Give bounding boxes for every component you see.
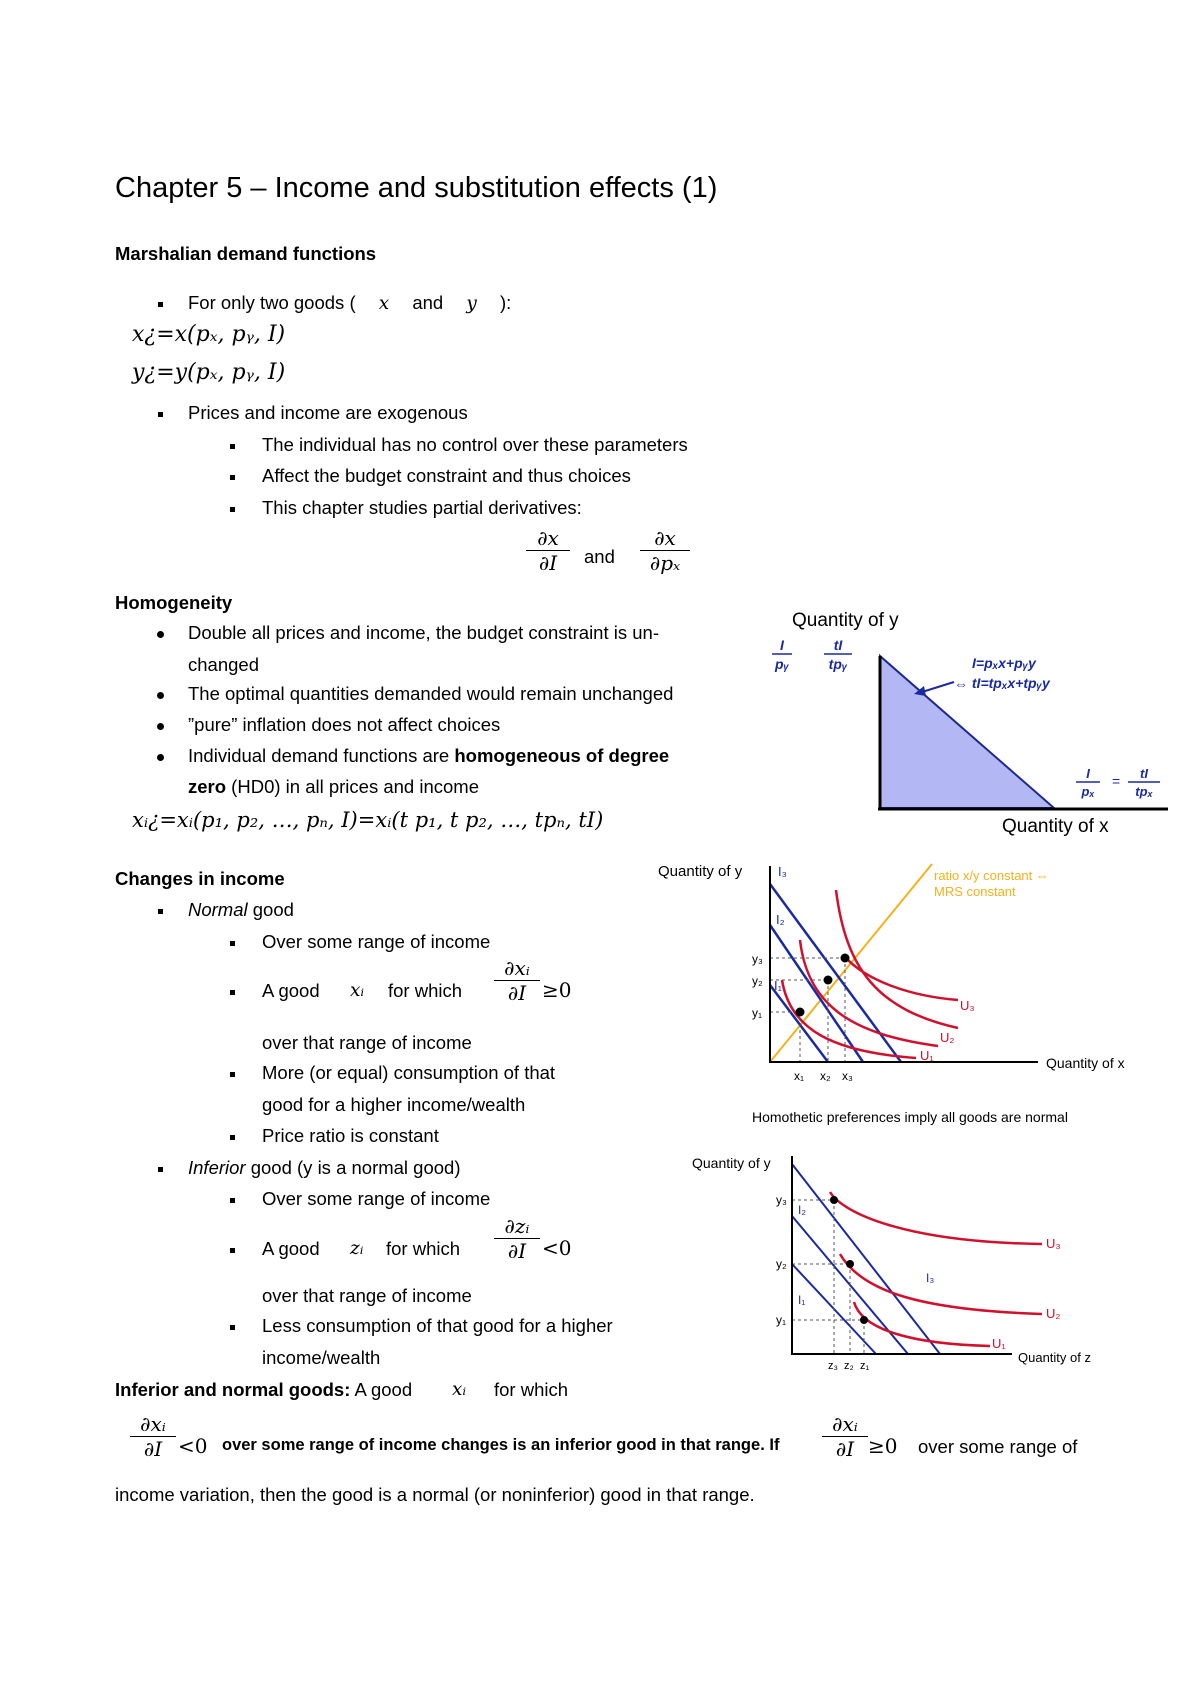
text-changed: changed [188,654,259,675]
fraction-inferior: $\frac{\text{∂xᵢ}}{\partial I}$ [130,1412,176,1461]
fig2-ratio-label1: ratio x/y constant ⇔ [934,868,1049,883]
fig1-ylabel: Quantity of y [792,610,899,631]
fig3-xtick: z₃ [828,1360,838,1372]
fig2-optimum-3 [841,954,850,963]
fig1-ytick-den: pᵧ [775,656,789,672]
fig2-xtick: x₁ [794,1069,805,1083]
bullet [157,631,164,638]
fraction-normal: $\frac{\text{∂xᵢ}}{\partial I}$ [822,1412,868,1461]
text-normal-range: Over some range of income [262,931,491,952]
fig3-budget-label: I₁ [798,1293,806,1307]
figure-budget-constraint [762,606,1172,838]
fig2-optimum-1 [796,1008,805,1017]
text-hd0-b: zero (HD0) in all prices and income [188,776,479,797]
fig2-indiff-curve-3 [836,890,958,1028]
text-optimal-unchanged: The optimal quantities demanded would remain unchanged [188,683,674,704]
equation-homogeneity: xᵢ¿=xᵢ(p₁, p₂, …, pₙ, I)=xᵢ(t p₁, t p₂, …, tpₙ, tI) [132,808,604,832]
text-higher-income: good for a higher income/wealth [262,1094,526,1115]
text-summary-line2: income variation, then the good is a normal (or noninferior) good in that range. [115,1484,755,1505]
fraction-dx-dI: $\frac{\partial x}{\partial I}$ [526,526,570,575]
fig2-ytick: y₃ [752,952,763,966]
var-zi: zᵢ [350,1238,364,1259]
bullet [230,941,235,946]
text-normal-agood: A good [262,980,320,1001]
bullet [230,475,235,480]
fig1-ytick-num: I [780,637,784,653]
bullet [158,412,163,417]
fig1-xtick2-den: tpₓ [1135,784,1153,799]
relation-less-zero: <0 [178,1434,208,1458]
fig2-optimum-2 [824,976,833,985]
bullet [230,1072,235,1077]
text-pure-inflation: ”pure” inflation does not affect choices [188,714,501,735]
fig3-ytick: y₁ [776,1313,787,1327]
heading-marshalian: Marshalian demand functions [115,243,377,264]
fig1-ytick2-num: tI [833,637,843,653]
bullet [230,1325,235,1330]
fig3-xlabel: Quantity of z [1018,1350,1091,1365]
fig2-xtick: x₂ [820,1069,831,1083]
text-double-prices: Double all prices and income, the budget constraint is un- [188,622,659,643]
text-inferior-agood: A good [262,1238,320,1259]
text-exogenous: Prices and income are exogenous [188,402,468,423]
bullet [157,692,164,699]
fig3-curve-label: U₃ [1046,1236,1061,1251]
fig2-caption: Homothetic preferences imply all goods are normal [752,1109,1068,1125]
fig3-optimum-1 [860,1316,868,1324]
text-no-control: The individual has no control over these parameters [262,434,688,455]
fig3-optimum-3 [830,1196,838,1204]
bullet [230,990,235,995]
text-partial-derivatives: This chapter studies partial derivatives: [262,497,582,518]
fig1-xtick-den: pₓ [1081,784,1095,799]
text-inferior-good: Inferior good (y is a normal good) [188,1157,461,1178]
figure-inferior-good [692,1152,1112,1378]
fig3-budget-label: I₃ [926,1271,935,1285]
fig1-budget-eq1: I=pₓx+pᵧy [972,655,1036,671]
bullet [157,723,164,730]
text-over-range: over that range of income [262,1285,472,1306]
text-more-consumption: More (or equal) consumption of that [262,1062,556,1083]
fig1-budget-eq2: ⇔ tI=tpₓx+tpᵧy [954,675,1050,691]
fig1-xtick2-num: tI [1140,766,1148,781]
text-and: and [584,546,615,567]
text-inferior-range: Over some range of income [262,1188,491,1209]
relation-geq-zero: ≥0 [868,1434,898,1458]
text-summary-lead: Inferior and normal goods: A good [115,1379,413,1400]
bullet [230,1135,235,1140]
fig1-xtick-num: I [1086,766,1090,781]
fig2-budget-label: I₁ [774,978,782,993]
fig3-ytick: y₃ [776,1193,787,1207]
text-affect-budget: Affect the budget constraint and thus choices [262,465,631,486]
relation-less-zero: <0 [542,1236,572,1260]
bullet [230,1248,235,1253]
fig3-budget-line-1 [792,1164,940,1354]
var-xi: xᵢ [350,980,365,1001]
bullet [230,507,235,512]
text-for-which: for which [494,1379,569,1400]
fig2-ytick: y₂ [752,974,763,988]
fig2-xtick: x₃ [842,1069,853,1083]
fig3-ytick: y₂ [776,1257,787,1271]
fig1-arrow [922,682,954,692]
fig2-xlabel: Quantity of x [1046,1055,1125,1071]
text-hd0-a: Individual demand functions are homogeneous of degree [188,745,670,766]
fig2-ylabel: Quantity of y [658,863,743,880]
page-title: Chapter 5 – Income and substitution effects (1) [115,172,718,204]
equation-x-demand: x¿=x(pₓ, pᵧ, I) [132,322,286,347]
text-less-consumption: Less consumption of that good for a higher [262,1315,613,1336]
text-two-goods: For only two goods ( x and y ): [188,292,512,314]
fig1-xtick-eq: = [1112,773,1121,789]
text-summary-tail: over some range of [918,1436,1078,1457]
fig3-optimum-2 [846,1260,854,1268]
fig3-curve-label: U₁ [992,1336,1006,1351]
bullet [230,1198,235,1203]
fraction-dxi-dI: $\frac{\text{∂xᵢ}}{\partial I}$ [494,956,540,1005]
fig3-indiff-curve-3 [830,1192,1042,1244]
fig3-ylabel: Quantity of y [692,1155,771,1171]
heading-homogeneity: Homogeneity [115,592,233,613]
bullet [157,754,164,761]
fig1-xlabel: Quantity of x [1002,816,1109,837]
fig3-curve-label: U₂ [1046,1306,1061,1321]
fig3-xtick: z₂ [844,1360,854,1372]
fraction-dx-dpx: $\frac{\partial x}{\text{∂pₓ}}$ [640,526,690,575]
text-over-range: over that range of income [262,1032,472,1053]
text-normal-good: Normal good [188,899,294,920]
heading-changes-income: Changes in income [115,868,285,889]
text-price-ratio: Price ratio is constant [262,1125,439,1146]
fig2-budget-label: I₃ [778,864,787,879]
bullet [158,909,163,914]
var-xi: xᵢ [452,1379,467,1400]
fig2-budget-line-1 [770,884,901,1062]
bullet [158,1167,163,1172]
fig2-ytick: y₁ [752,1006,763,1020]
text-income-wealth: income/wealth [262,1347,381,1368]
fig2-curve-label: U₃ [960,998,975,1013]
fig1-ytick2-den: tpᵧ [828,656,848,672]
fig2-curve-label: U₁ [920,1048,934,1063]
relation-geq-zero: ≥0 [542,978,572,1002]
text-for-which: for which [386,1238,461,1259]
fig2-ratio-label2: MRS constant [934,884,1016,899]
fig2-budget-label: I₂ [776,912,785,927]
equation-y-demand: y¿=y(pₓ, pᵧ, I) [132,360,286,385]
figure-homothetic [658,860,1138,1130]
fig3-xtick: z₁ [860,1360,870,1372]
bullet [230,444,235,449]
bullet [158,302,163,307]
fig3-budget-label: I₂ [798,1203,806,1217]
fig2-curve-label: U₂ [940,1030,955,1045]
text-summary-mid: over some range of income changes is an inferior good in that range. If [222,1436,780,1454]
fraction-dzi-dI: $\frac{\text{∂zᵢ}}{\partial I}$ [494,1214,540,1263]
fig2-indiff-curve-3b [848,960,958,1000]
text-for-which: for which [388,980,463,1001]
